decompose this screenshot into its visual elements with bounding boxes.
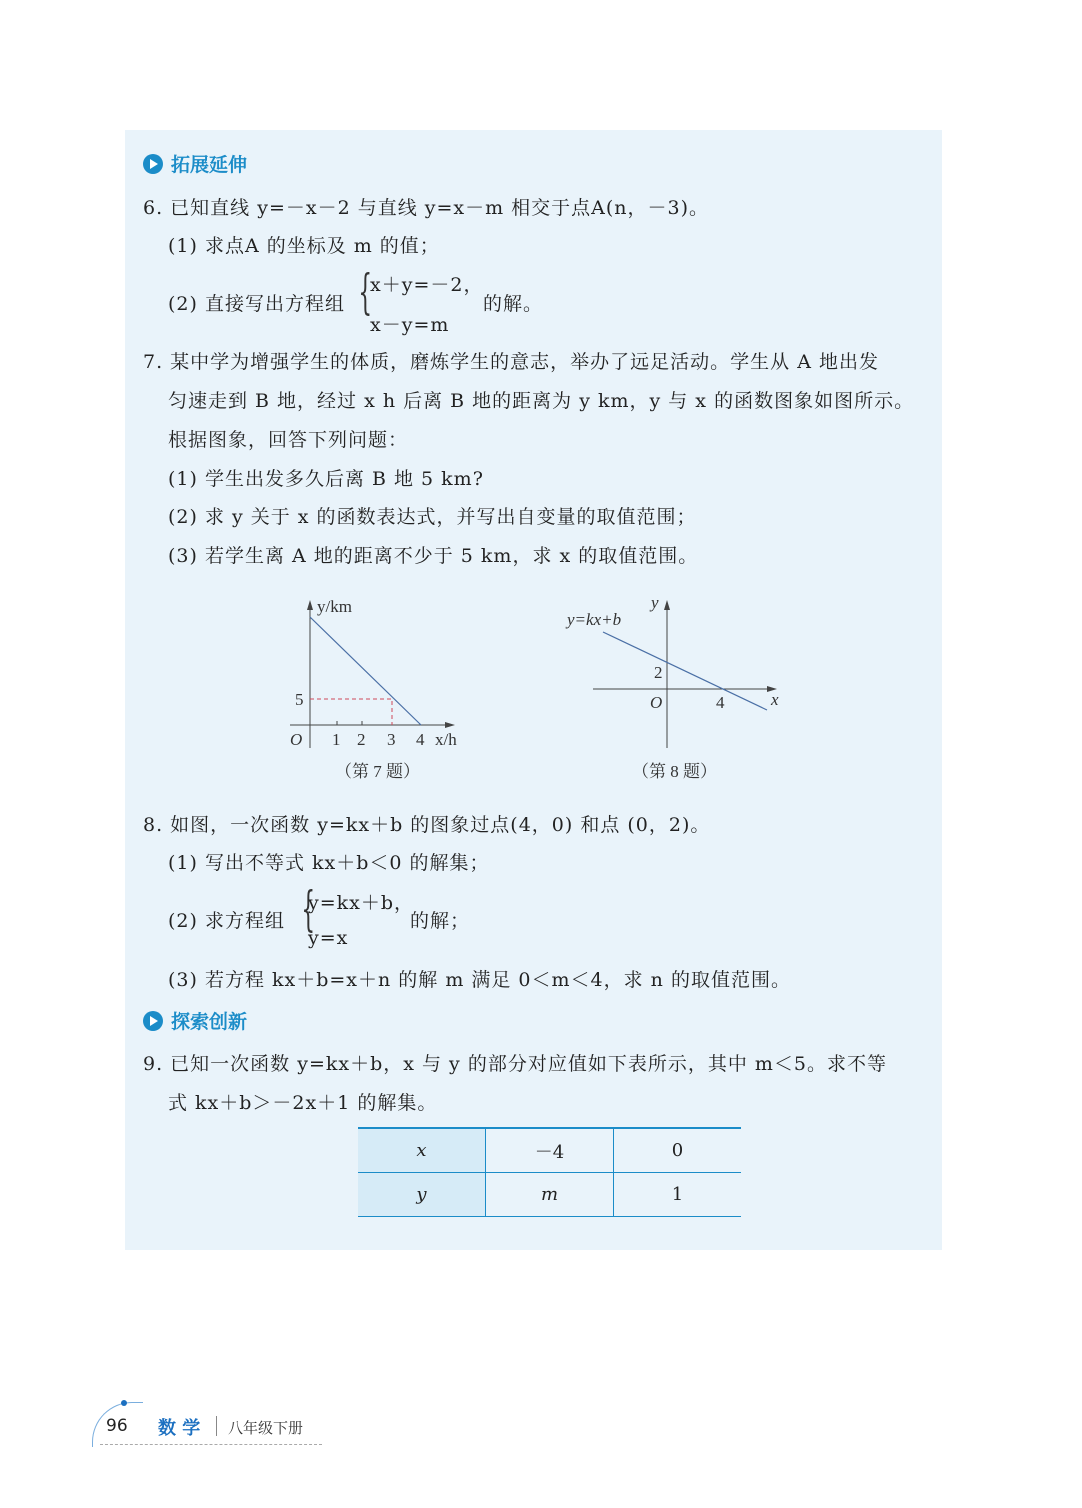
- q8-part1: (1) 写出不等式 kx＋b＜0 的解集；: [168, 852, 490, 874]
- x-tick-1: 1: [332, 730, 341, 749]
- q9-line2: 式 kx＋b＞－2x＋1 的解集。: [168, 1092, 438, 1114]
- table-row: [358, 1173, 741, 1217]
- origin-label: O: [650, 693, 663, 712]
- q7-line1: 7. 某中学为增强学生的体质，磨炼学生的意志，举办了远足活动。学生从 A 地出发: [143, 351, 879, 373]
- q7-part3: (3) 若学生离 A 地的距离不少于 5 km，求 x 的取值范围。: [168, 545, 699, 567]
- section-heading-explore: [143, 1007, 247, 1034]
- cell: 0: [614, 1128, 742, 1173]
- x-tick-2: 2: [357, 730, 366, 749]
- figure-8: [565, 593, 779, 781]
- brace: {: [301, 881, 316, 937]
- x-tick-3: 3: [387, 730, 396, 749]
- q6-part2-suffix: 的解。: [483, 293, 544, 315]
- q7-line2: 匀速走到 B 地，经过 x h 后离 B 地的距离为 y km，y 与 x 的函数图象如图所示。: [168, 390, 915, 412]
- x-tick-4: 4: [716, 693, 725, 712]
- graph-line: [603, 632, 767, 710]
- play-icon: [143, 1011, 163, 1031]
- graph-line: [310, 617, 421, 725]
- cell: －4: [486, 1128, 614, 1173]
- y-tick-5: 5: [295, 690, 304, 709]
- x-axis-label: x: [771, 690, 779, 709]
- figure-7: [290, 597, 457, 781]
- footer-dot: [121, 1400, 127, 1406]
- q6-eq1: x＋y=－2，: [370, 274, 484, 296]
- section-heading-extend: [143, 150, 247, 177]
- figure-7-caption: （第 7 题）: [335, 762, 420, 781]
- book-title: 八年级下册: [228, 1419, 304, 1437]
- figures: [280, 590, 800, 790]
- q8-eq2: y=x: [308, 927, 349, 949]
- brace: {: [358, 264, 373, 320]
- cell: x: [416, 1140, 427, 1161]
- divider: [216, 1416, 217, 1436]
- q8-part2-prefix: (2) 求方程组: [168, 910, 285, 932]
- q7-line3: 根据图象，回答下列问题：: [168, 429, 409, 451]
- q8-eq1: y=kx＋b，: [308, 892, 415, 914]
- q6-part2-prefix: (2) 直接写出方程组: [168, 293, 345, 315]
- origin-label: O: [290, 730, 303, 749]
- q6-part1: (1) 求点A 的坐标及 m 的值；: [168, 235, 440, 257]
- value-table: [358, 1127, 741, 1217]
- x-tick-4: 4: [416, 730, 425, 749]
- page-number: 96: [106, 1416, 128, 1436]
- q8-part3: (3) 若方程 kx＋b=x＋n 的解 m 满足 0＜m＜4，求 n 的取值范围。: [168, 969, 791, 991]
- cell: 1: [614, 1173, 742, 1217]
- cell: m: [540, 1184, 559, 1205]
- cell: y: [416, 1184, 427, 1205]
- line-label: y=kx+b: [567, 610, 622, 629]
- table-row: [358, 1128, 741, 1173]
- y-tick-2: 2: [654, 663, 663, 682]
- y-axis-label: y/km: [317, 597, 352, 616]
- q6-stem: 6. 已知直线 y=－x－2 与直线 y=x－m 相交于点A(n，－3)。: [143, 197, 710, 219]
- footer-dotted-line: [100, 1444, 322, 1445]
- q8-stem: 8. 如图，一次函数 y=kx＋b 的图象过点(4，0) 和点 (0，2)。: [143, 814, 711, 836]
- figure-8-caption: （第 8 题）: [632, 762, 717, 781]
- q7-part2: (2) 求 y 关于 x 的函数表达式，并写出自变量的取值范围；: [168, 506, 697, 528]
- q7-part1: (1) 学生出发多久后离 B 地 5 km?: [168, 468, 484, 490]
- play-icon: [143, 154, 163, 174]
- heading-text: 探索创新: [171, 1011, 248, 1033]
- subject: 数 学: [158, 1418, 201, 1439]
- q6-eq2: x－y=m: [370, 314, 450, 336]
- y-axis-label: y: [651, 593, 659, 612]
- x-axis-label: x/h: [435, 730, 457, 749]
- q9-line1: 9. 已知一次函数 y=kx＋b，x 与 y 的部分对应值如下表所示，其中 m＜5。求不等: [143, 1053, 887, 1075]
- q8-part2-suffix: 的解；: [410, 910, 471, 932]
- heading-text: 拓展延伸: [171, 154, 248, 176]
